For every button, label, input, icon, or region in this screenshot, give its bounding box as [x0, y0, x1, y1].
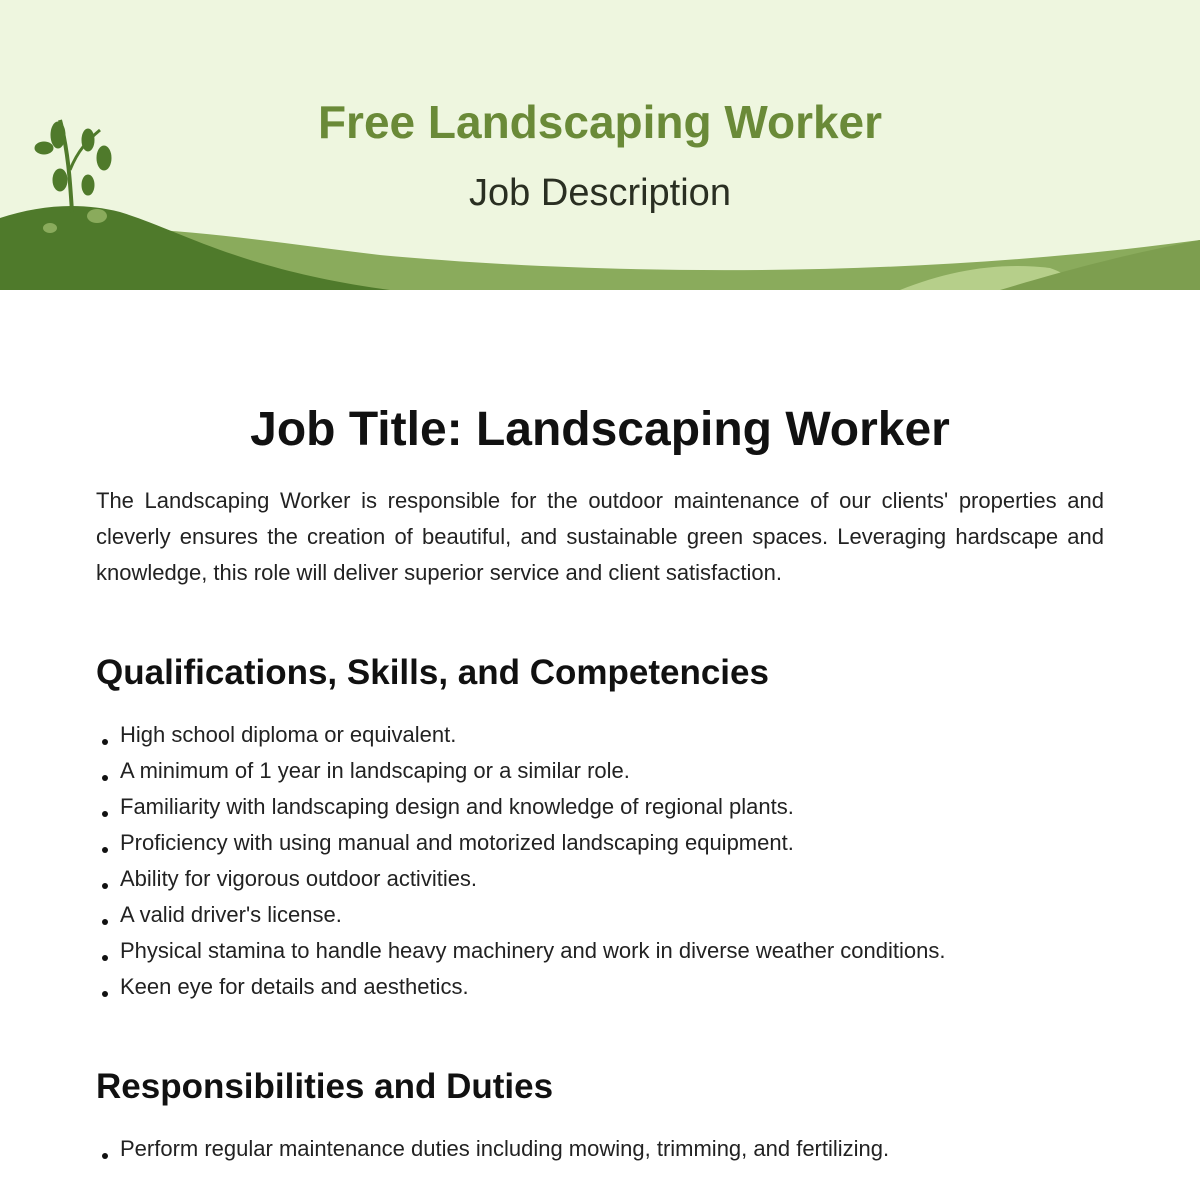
responsibilities-list — [96, 1131, 1104, 1167]
list-item: Physical stamina to handle heavy machinery and work in diverse weather conditions. — [96, 933, 1104, 969]
list-item: Keen eye for details and aesthetics. — [96, 969, 1104, 1005]
list-item: Ability for vigorous outdoor activities. — [96, 861, 1104, 897]
list-item: Familiarity with landscaping design and knowledge of regional plants. — [96, 789, 1104, 825]
header-banner — [0, 0, 1200, 290]
banner-subtitle: Job Description — [469, 172, 731, 214]
intro-paragraph: The Landscaping Worker is responsible for the outdoor maintenance of our clients' properties and cleverly ensures the creation of beautiful, and sustainable green spaces. Leveraging hardscape and knowledge, this role will deliver superior service and client satisfaction. — [96, 488, 1104, 585]
list-item: Proficiency with using manual and motorized landscaping equipment. — [96, 825, 1104, 861]
responsibilities-heading: Responsibilities and Duties — [96, 1067, 554, 1106]
job-title: Job Title: Landscaping Worker — [250, 403, 950, 456]
qualifications-heading: Qualifications, Skills, and Competencies — [96, 653, 769, 692]
banner-title: Free Landscaping Worker — [317, 96, 883, 148]
list-item: A minimum of 1 year in landscaping or a similar role. — [96, 753, 1104, 789]
list-item: A valid driver's license. — [96, 897, 1104, 933]
list-item: Perform regular maintenance duties including mowing, trimming, and fertilizing. — [96, 1131, 1104, 1167]
list-item: High school diploma or equivalent. — [96, 717, 1104, 753]
qualifications-list — [96, 717, 1104, 1005]
